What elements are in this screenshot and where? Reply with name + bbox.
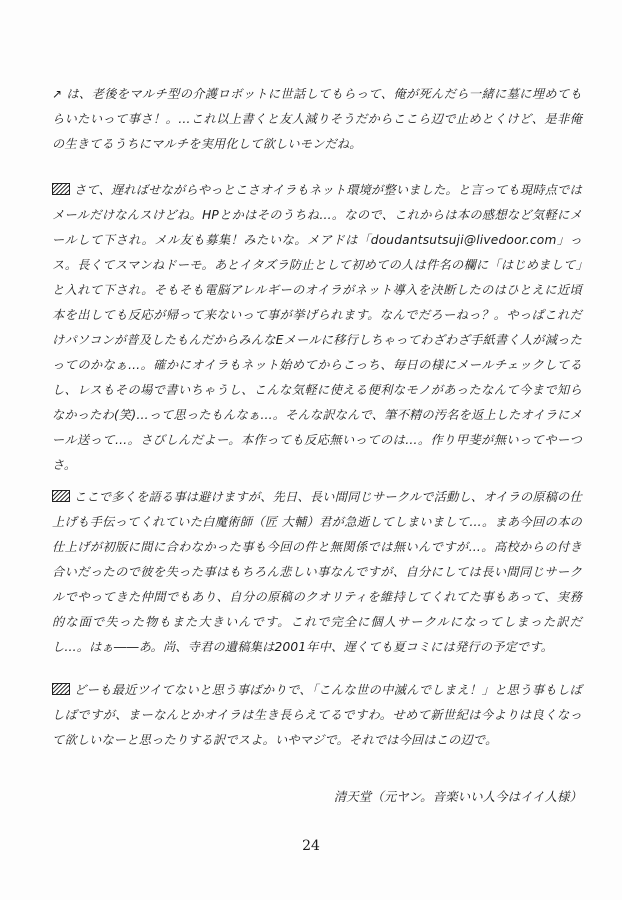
paragraph-text: は、老後をマルチ型の介護ロボットに世話してもらって、俺が死んだら一緒に墓に埋めてもらいたいって事さ！。…これ以上書くと友人減りそうだからここら辺で止めとくけど、是非俺の生きてるうちにマルチを実用化して欲しいモンだね。 [52, 87, 582, 151]
hatched-box-icon [52, 490, 70, 502]
paragraph-memorial [52, 485, 582, 660]
paragraph-continued [52, 82, 582, 157]
paragraph-text: ここで多くを語る事は避けますが、先日、長い間同じサークルで活動し、オイラの原稿の仕上げも手伝ってくれていた白魔術師（匠 大輔）君が急逝してしまいまして…。まあ今回の本の仕上げが初版に間に合わなかった事も今回の件と無関係では無いんですが…。高校からの付き合いだったので彼を失った事はもちろん悲しい事なんですが、自分にしては長い間同じサークルでやってきた仲間でもあり、自分の原稿のクオリティを維持してくれてた事もあって、実務的な面で失った物もまた大きいんです。これで完全に個人サークルになってしまった訳だし…。はぁ――あ。尚、寺君の遺稿集は2001年中、遅くても夏コミには発行の予定です。 [52, 490, 582, 654]
hatched-box-icon [52, 183, 70, 195]
hatched-box-icon [52, 683, 70, 695]
continuation-arrow-icon: ↗ [52, 87, 63, 101]
page-number: 24 [302, 838, 320, 854]
author-signature: 清天堂（元ヤン。音楽いい人今はイイ人様） [333, 789, 582, 804]
paragraph-text: さて、遅ればせながらやっとこさオイラもネット環境が整いました。と言っても現時点ではメールだけなんスけどね。HPとかはそのうちね…。なので、これからは本の感想など気軽にメールして下され。メル友も募集！みたいな。メアドは「doudantsutsuji@livedoor.com」っス。長くてスマンねドーモ。あとイタズラ防止として初めての人は件名の欄に「はじめまして」と入れて下され。そもそも電脳アレルギーのオイラがネット導入を決断したのはひとえに近頃本を出しても反応が帰って来ないって事が挙げられます。なんでだろーねっ？。やっぱこれだけパソコンが普及したもんだからみんなEメールに移行しちゃってわざわざ手紙書く人が減ったってのかなぁ…。確かにオイラもネット始めてからこっち、毎日の様にメールチェックしてるし、レスもその場で書いちゃうし、こんな気軽に使える便利なモノがあったなんて今まで知らなかったわ(笑)…って思ったもんなぁ…。そんな訳なんで、筆不精の汚名を返上したオイラにメール送って…。さびしんだよー。本作っても反応無いってのは…。作り甲斐が無いってやーつさ。 [52, 183, 582, 472]
paragraph-text: どーも最近ツイてないと思う事ばかりで、「こんな世の中滅んでしまえ！」と思う事もしばしばですが、まーなんとかオイラは生き長らえてるですわ。せめて新世紀は今よりは良くなって欲しいなーと思ったりする訳でスよ。いやマジで。それでは今回はこの辺で。 [52, 683, 582, 747]
paragraph-network [52, 178, 582, 478]
paragraph-closing [52, 678, 582, 753]
